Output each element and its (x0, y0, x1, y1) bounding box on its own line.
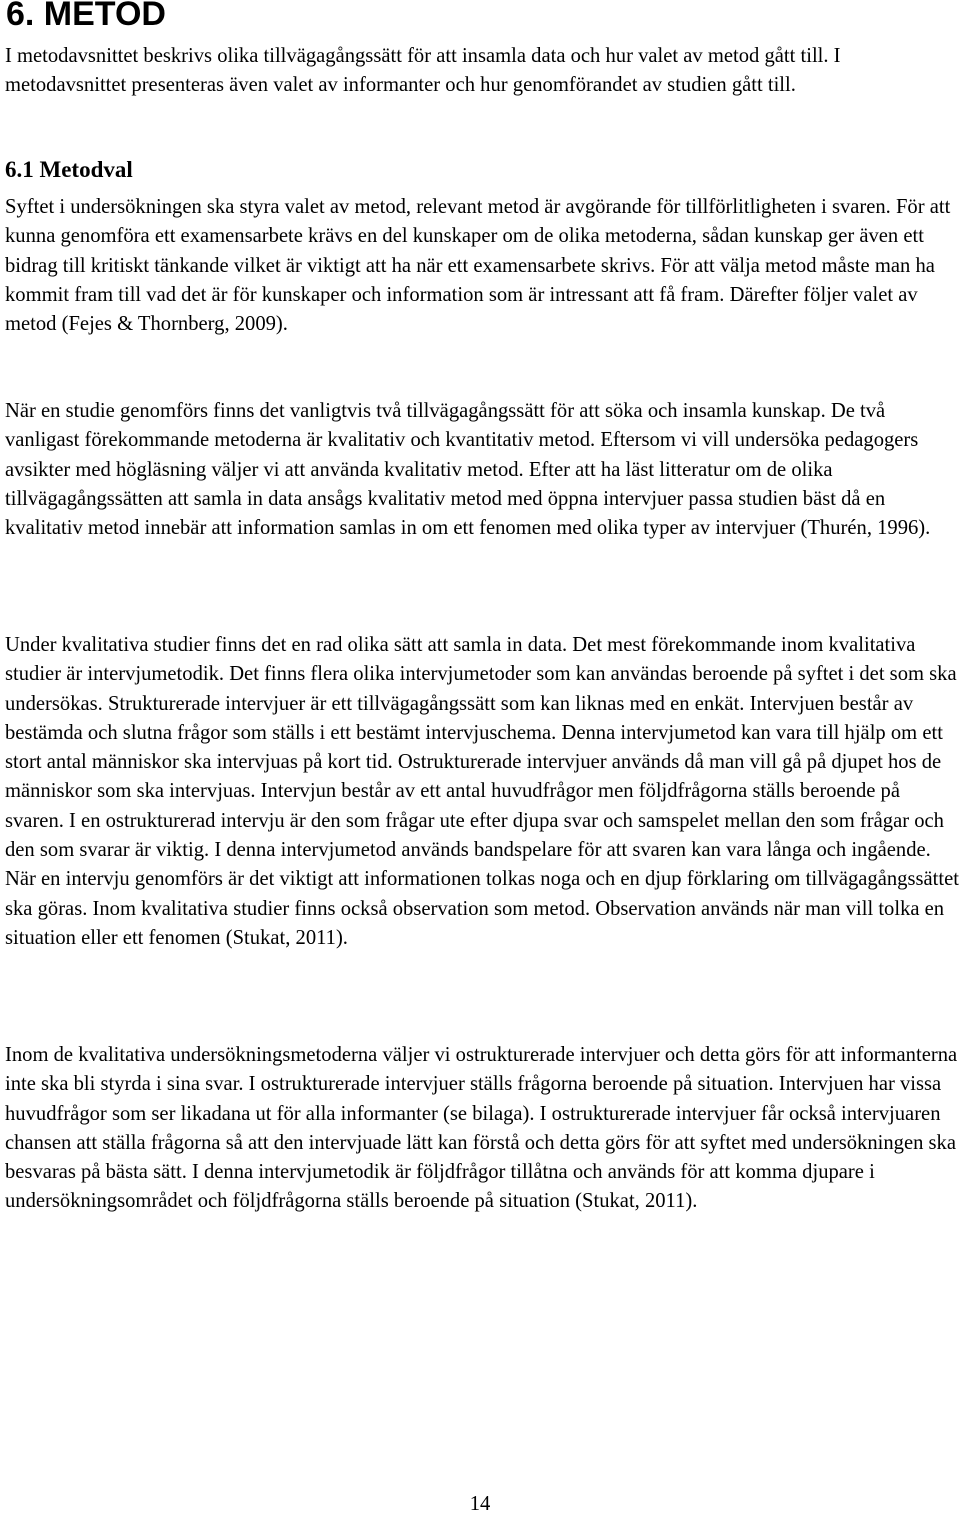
page-number: 14 (469, 1493, 491, 1515)
body-paragraph-1: Syftet i undersökningen ska styra valet av metod, relevant metod är avgörande för tillförlitligheten i svaren. För att kunna genomföra ett examensarbete krävs en del kunskaper om de olika metoderna, sådan kunskap ger även ett bidrag till kritiskt tänkande vilket är viktigt att ha när ett examensarbete skrivs. För att välja metod måste man ha kommit fram till vad det är för kunskaper och information som är intressant att få fram. Därefter följer valet av metod (Fejes & Thornberg, 2009). (5, 196, 951, 336)
body-paragraph-2: När en studie genomförs finns det vanligtvis två tillvägagångssätt för att söka och insamla kunskap. De två vanligast förekommande metoderna är kvalitativ och kvantitativ metod. Eftersom vi vill undersöka pedagogers avsikter med högläsning väljer vi att använda kvalitativ metod. Efter att ha läst litteratur om de olika tillvägagångssätten att samla in data ansågs kvalitativ metod med öppna intervjuer passa studien bäst då en kvalitativ metod innebär att information samlas in om ett fenomen med olika typer av intervjuer (Thurén, 1996). (5, 400, 931, 540)
chapter-heading: 6. METOD (6, 0, 166, 33)
intro-paragraph: I metodavsnittet beskrivs olika tillvägagångssätt för att insamla data och hur valet av metod gått till. I metodavsnittet presenteras även valet av informanter och hur genomförandet av studien gått till. (5, 45, 841, 97)
body-paragraph-4: Inom de kvalitativa undersökningsmetoderna väljer vi ostrukturerade intervjuer och detta görs för att informanterna inte ska bli styrda i sina svar. I ostrukturerade intervjuer ställs frågorna beroende på situation. Intervjuen har vissa huvudfrågor som ser likadana ut för alla informanter (se bilaga). I ostrukturerade intervjuer får också intervjuaren chansen att ställa frågorna så att den intervjuade lätt kan förstå och detta görs för att syftet med undersökningen ska besvaras på bästa sätt. I denna intervjumetodik är följdfrågor tillåtna och används för att komma djupare i undersökningsområdet och följdfrågorna ställs beroende på situation (Stukat, 2011). (5, 1044, 958, 1213)
section-heading: 6.1 Metodval (5, 157, 133, 182)
body-paragraph-3: Under kvalitativa studier finns det en rad olika sätt att samla in data. Det mest förekommande inom kvalitativa studier är intervjumetodik. Det finns flera olika intervjumetoder som kan användas beroende på syftet i det som ska undersökas. Strukturerade intervjuer är ett tillvägagångssätt som kan liknas med en enkät. Intervjuen består av bestämda och slutna frågor som ställs i ett bestämt intervjuschema. Denna intervjumetod kan vara till hjälp om ett stort antal människor ska intervjuas på kort tid. Ostrukturerade intervjuer används då man vill gå på djupet hos de människor som ska intervjuas. Intervjun består av ett antal huvudfrågor men följdfrågorna ställs beroende på svaren. I en ostrukturerad intervju är den som frågar ute efter djupa svar och samspelet mellan den som frågar och den som svarar är viktig. I denna intervjumetod används bandspelare för att svaren kan vara långa och ingående. När en intervju genomförs är det viktigt att informationen tolkas noga och en djup förklaring om tillvägagångssättet ska göras. Inom kvalitativa studier finns också observation som metod. Observation används när man vill tolka en situation eller ett fenomen (Stukat, 2011). (5, 634, 959, 949)
